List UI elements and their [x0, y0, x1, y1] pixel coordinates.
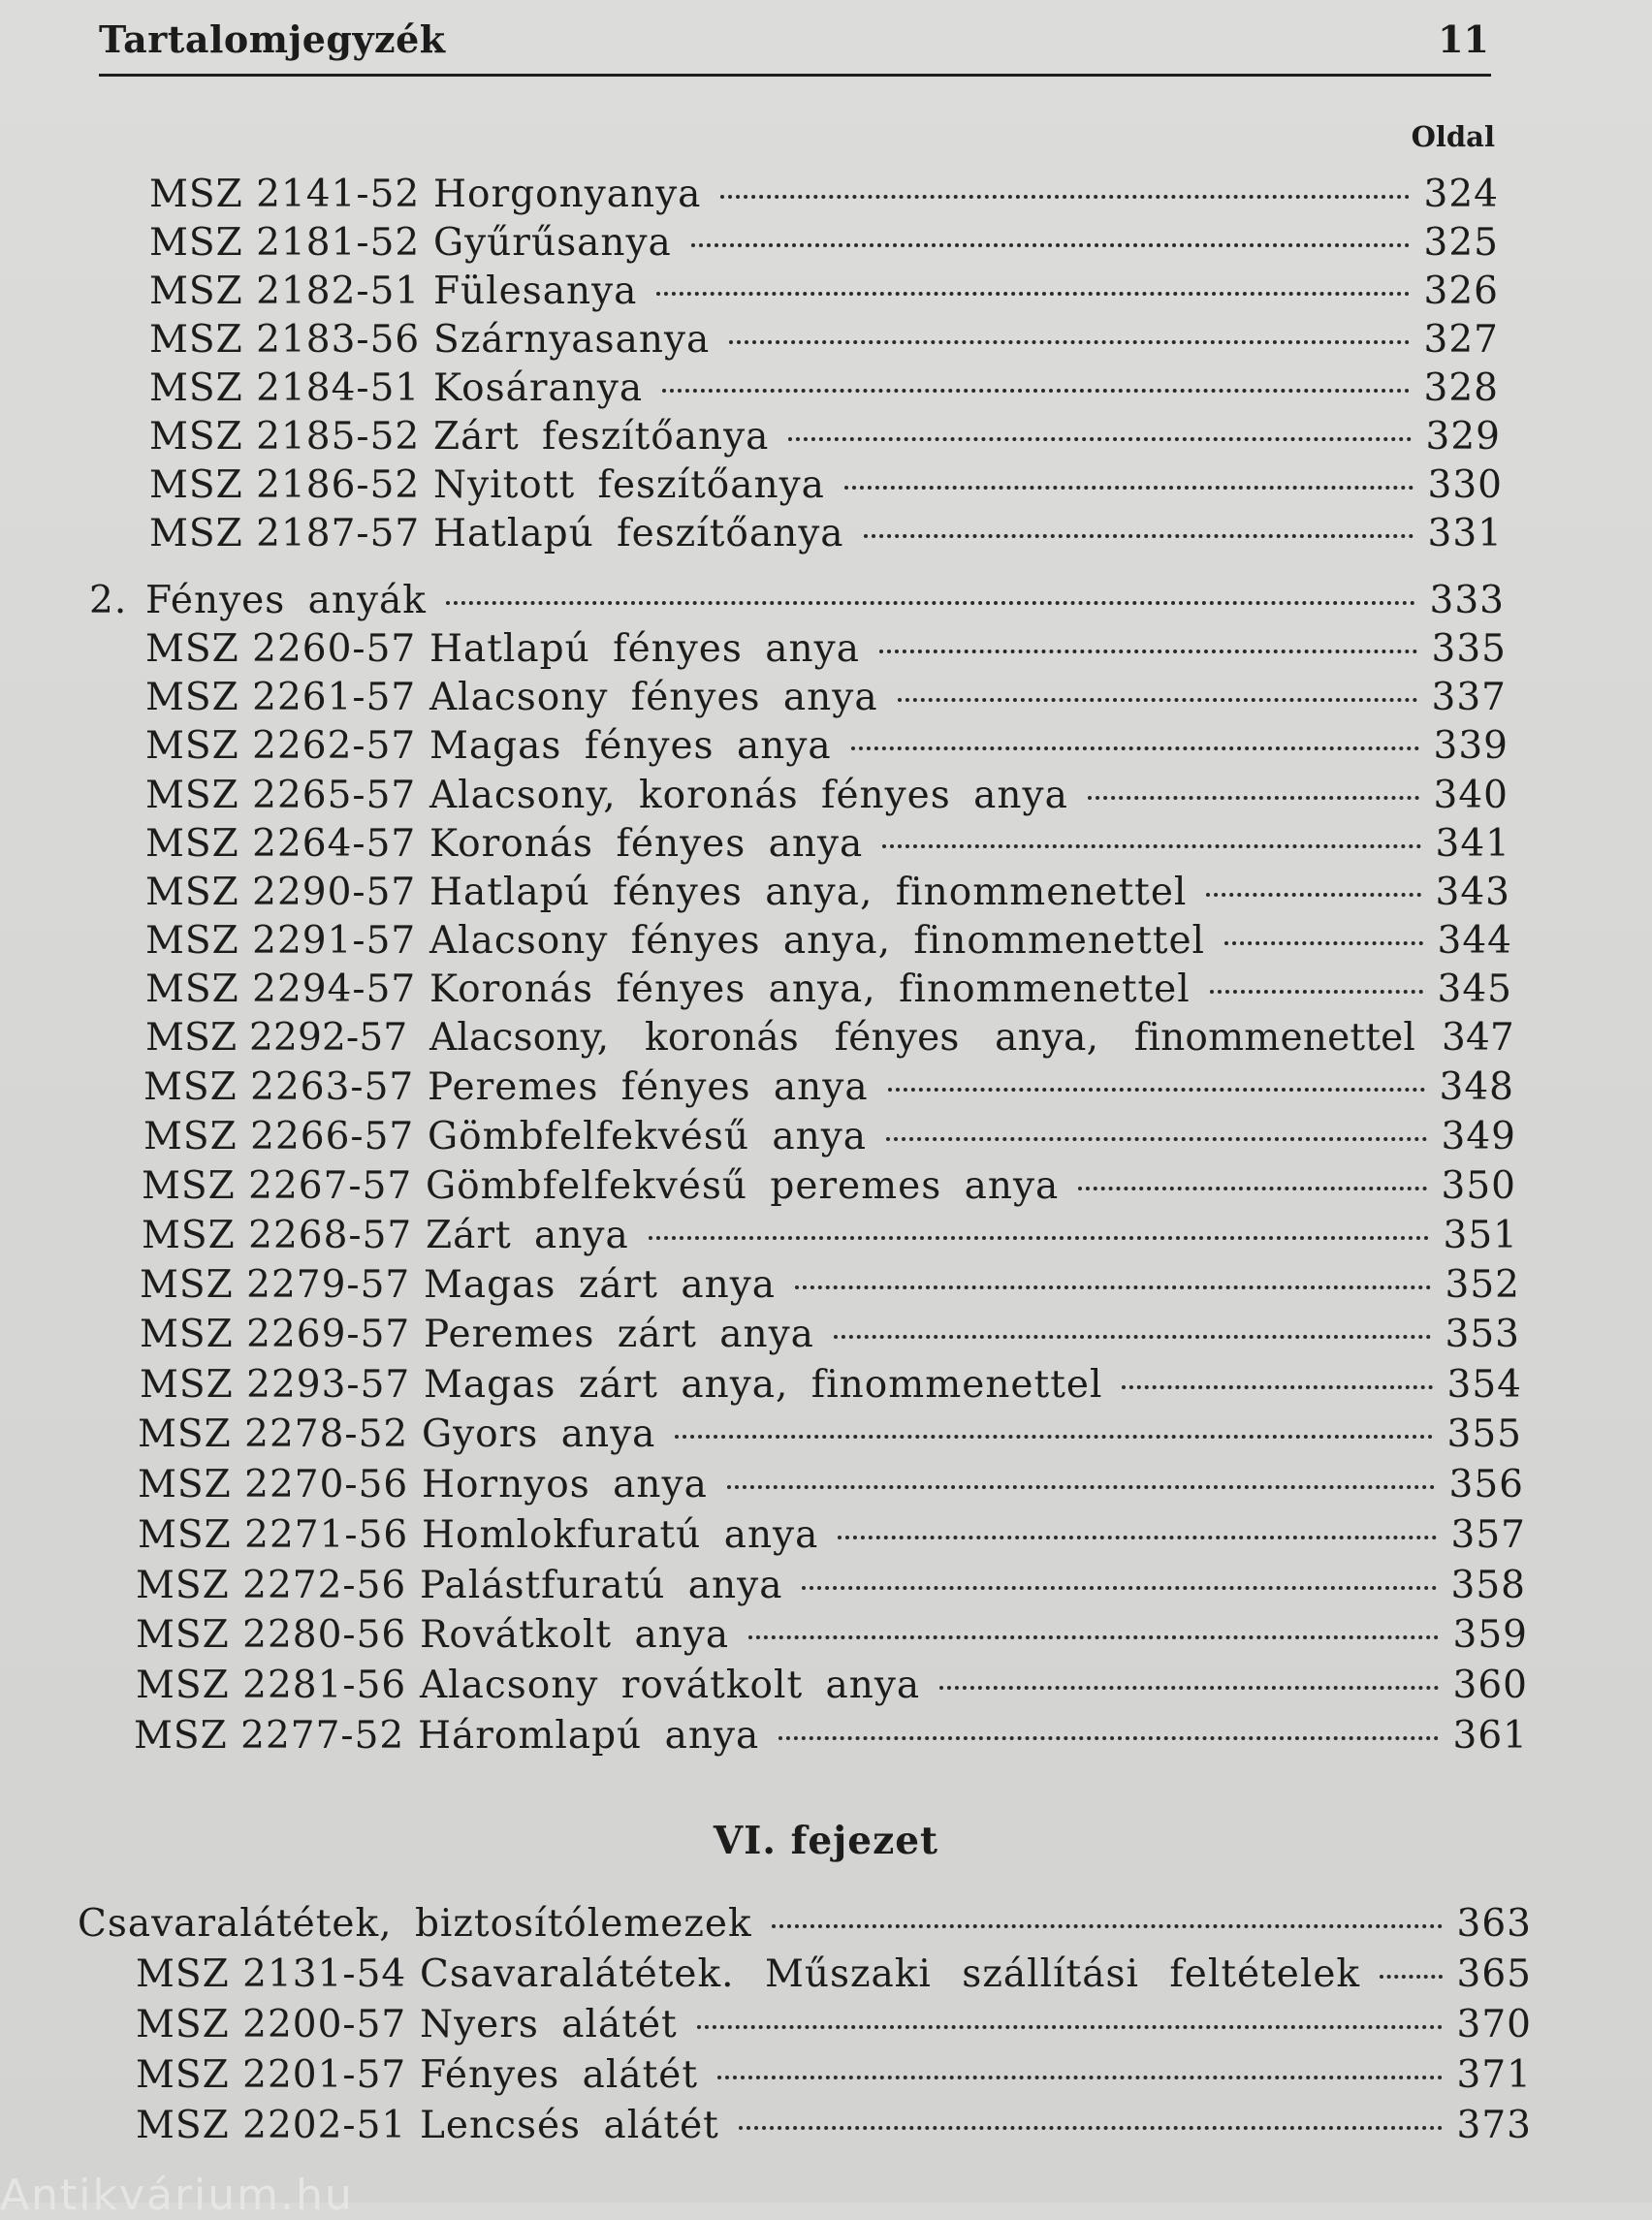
toc-entry — [149, 512, 1503, 555]
entry-title: Gyors anya — [422, 1412, 656, 1456]
dot-leader — [802, 1586, 1437, 1590]
section-number: 2. — [89, 579, 128, 622]
entry-page: 353 — [1445, 1313, 1520, 1356]
standard-code: MSZ 2267-57 — [142, 1164, 413, 1208]
entry-title: Zárt feszítőanya — [433, 415, 770, 459]
entry-title: Gyűrűsanya — [433, 221, 672, 265]
entry-page: 347 — [1441, 1016, 1514, 1060]
standard-code: MSZ 2141-52 — [149, 173, 421, 216]
dot-leader — [739, 2126, 1443, 2130]
section-page: 363 — [1456, 1902, 1532, 1946]
dot-leader — [729, 340, 1410, 344]
entry-page: 352 — [1445, 1263, 1520, 1307]
entry-page: 329 — [1425, 415, 1501, 459]
dot-leader — [882, 844, 1421, 848]
entry-page: 337 — [1431, 676, 1507, 719]
entry-page: 326 — [1423, 270, 1499, 313]
entry-page: 341 — [1435, 822, 1510, 866]
dot-leader — [844, 486, 1414, 490]
entry-page: 358 — [1450, 1564, 1526, 1607]
entry-page: 343 — [1435, 871, 1510, 914]
entry-title: Hatlapú feszítőanya — [433, 512, 844, 555]
entry-page: 330 — [1427, 463, 1503, 507]
dot-leader — [886, 1137, 1427, 1141]
standard-code: MSZ 2270-56 — [138, 1463, 409, 1506]
dot-leader — [727, 1485, 1435, 1489]
entry-title: Lencsés alátét — [420, 2104, 719, 2147]
running-head — [99, 14, 1491, 77]
section-page: 333 — [1429, 579, 1505, 622]
toc-section-heading — [78, 1902, 1532, 1946]
page-column-label: Oldal — [1411, 120, 1495, 153]
entry-title: Magas zárt anya, finommenettel — [424, 1363, 1103, 1407]
standard-code: MSZ 2268-57 — [142, 1214, 413, 1257]
dot-leader — [1380, 1975, 1443, 1979]
toc-entry — [149, 366, 1499, 410]
dot-leader — [834, 1335, 1431, 1339]
entry-title: Magas zárt anya — [424, 1263, 776, 1307]
entry-page: 357 — [1450, 1513, 1526, 1557]
dot-leader — [691, 243, 1410, 247]
standard-code: MSZ 2183-56 — [149, 318, 421, 362]
entry-page: 351 — [1443, 1214, 1518, 1257]
toc-entry — [145, 1016, 1514, 1060]
dot-leader — [1206, 893, 1421, 897]
entry-title: Gömbfelfekvésű anya — [428, 1115, 868, 1158]
standard-code: MSZ 2266-57 — [143, 1115, 415, 1158]
entry-title: Fülesanya — [433, 270, 638, 313]
toc-entry — [138, 1463, 1524, 1506]
dot-leader — [649, 1236, 1429, 1240]
toc-entry — [142, 1214, 1518, 1257]
standard-code: MSZ 2185-52 — [149, 415, 421, 459]
entry-page: 361 — [1452, 1714, 1528, 1758]
standard-code: MSZ 2181-52 — [149, 221, 421, 265]
standard-code: MSZ 2131-54 — [136, 1952, 407, 1996]
standard-code: MSZ 2182-51 — [149, 270, 421, 313]
entry-title: Nyers alátét — [420, 2003, 678, 2046]
running-head-title: Tartalomjegyzék — [99, 17, 446, 61]
standard-code: MSZ 2278-52 — [138, 1412, 409, 1456]
entry-page: 355 — [1446, 1412, 1522, 1456]
entry-page: 354 — [1446, 1363, 1522, 1407]
dot-leader — [748, 1635, 1439, 1639]
watermark: Antikvárium.hu — [0, 2171, 354, 2220]
standard-code: MSZ 2269-57 — [140, 1313, 411, 1356]
toc-entry — [149, 318, 1499, 362]
toc-entry — [145, 822, 1510, 866]
entry-title: Alacsony fényes anya — [429, 676, 878, 719]
entry-page: 356 — [1448, 1463, 1524, 1506]
entry-title: Magas fényes anya — [429, 724, 832, 768]
entry-title: Fényes alátét — [420, 2053, 699, 2097]
standard-code: MSZ 2292-57 — [145, 1016, 408, 1060]
entry-page: 370 — [1456, 2003, 1532, 2046]
toc-entry — [136, 2003, 1532, 2046]
dot-leader — [656, 292, 1410, 296]
toc-entry — [134, 1714, 1528, 1758]
standard-code: MSZ 2290-57 — [145, 871, 417, 914]
toc-entry — [138, 1412, 1522, 1456]
entry-page: 371 — [1456, 2053, 1532, 2097]
toc-entry — [145, 967, 1512, 1011]
toc-entry — [136, 1564, 1526, 1607]
toc-entry — [136, 1613, 1528, 1657]
chapter-heading: VI. fejezet — [713, 1819, 939, 1863]
dot-leader — [1088, 796, 1419, 800]
toc-entry — [149, 415, 1501, 459]
toc-entry — [143, 1065, 1514, 1109]
dot-leader — [864, 534, 1414, 538]
dot-leader — [446, 601, 1415, 605]
entry-page: 344 — [1437, 919, 1512, 963]
entry-title: Alacsony, koronás fényes anya, finommenettel — [429, 1016, 1416, 1060]
standard-code: MSZ 2271-56 — [138, 1513, 409, 1557]
toc-entry — [149, 221, 1499, 265]
entry-title: Peremes fényes anya — [428, 1065, 869, 1109]
entry-title: Alacsony rovátkolt anya — [420, 1664, 921, 1707]
toc-entry — [136, 2053, 1532, 2097]
standard-code: MSZ 2291-57 — [145, 919, 417, 963]
toc-entry — [145, 919, 1512, 963]
toc-entry — [140, 1263, 1520, 1307]
entry-page: 350 — [1441, 1164, 1516, 1208]
entry-title: Palástfuratú anya — [420, 1564, 783, 1607]
standard-code: MSZ 2280-56 — [136, 1613, 407, 1657]
entry-page: 373 — [1456, 2104, 1532, 2147]
dot-leader — [788, 437, 1412, 441]
entry-title: Koronás fényes anya, finommenettel — [429, 967, 1191, 1011]
entry-title: Háromlapú anya — [418, 1714, 760, 1758]
entry-title: Csavaralátétek. Műszaki szállítási feltételek — [420, 1952, 1361, 1996]
toc-section-heading — [89, 579, 1505, 622]
dot-leader — [898, 698, 1417, 702]
standard-code: MSZ 2201-57 — [136, 2053, 407, 2097]
entry-page: 324 — [1423, 173, 1499, 216]
entry-page: 327 — [1423, 318, 1499, 362]
standard-code: MSZ 2262-57 — [145, 724, 417, 768]
standard-code: MSZ 2200-57 — [136, 2003, 407, 2046]
toc-entry — [145, 871, 1510, 914]
standard-code: MSZ 2272-56 — [136, 1564, 407, 1607]
section-title: Csavaralátétek, biztosítólemezek — [78, 1902, 752, 1946]
toc-entry — [145, 724, 1509, 768]
dot-leader — [939, 1686, 1439, 1690]
standard-code: MSZ 2261-57 — [145, 676, 417, 719]
entry-title: Alacsony fényes anya, finommenettel — [429, 919, 1206, 963]
entry-page: 365 — [1456, 1952, 1532, 1996]
toc-entry — [143, 1115, 1516, 1158]
entry-title: Koronás fényes anya — [429, 822, 864, 866]
entry-title: Gömbfelfekvésű peremes anya — [426, 1164, 1060, 1208]
standard-code: MSZ 2265-57 — [145, 774, 417, 817]
entry-title: Horgonyanya — [433, 173, 702, 216]
toc-entry — [140, 1313, 1520, 1356]
dot-leader — [888, 1088, 1425, 1092]
standard-code: MSZ 2186-52 — [149, 463, 421, 507]
toc-entry — [136, 1952, 1532, 1996]
entry-title: Kosáranya — [433, 366, 644, 410]
dot-leader — [778, 1736, 1439, 1740]
entry-title: Alacsony, koronás fényes anya — [429, 774, 1068, 817]
entry-page: 345 — [1437, 967, 1512, 1011]
standard-code: MSZ 2264-57 — [145, 822, 417, 866]
entry-page: 331 — [1427, 512, 1503, 555]
dot-leader — [720, 195, 1410, 199]
entry-title: Nyitott feszítőanya — [433, 463, 825, 507]
standard-code: MSZ 2293-57 — [140, 1363, 411, 1407]
standard-code: MSZ 2277-52 — [134, 1714, 405, 1758]
entry-title: Hatlapú fényes anya, finommenettel — [429, 871, 1188, 914]
toc-entry — [136, 2104, 1532, 2147]
standard-code: MSZ 2279-57 — [140, 1263, 411, 1307]
entry-page: 335 — [1431, 627, 1507, 671]
dot-leader — [838, 1536, 1437, 1539]
dot-leader — [851, 746, 1419, 750]
entry-title: Zárt anya — [426, 1214, 629, 1257]
entry-page: 325 — [1423, 221, 1499, 265]
dot-leader — [1224, 941, 1423, 945]
standard-code: MSZ 2281-56 — [136, 1664, 407, 1707]
toc-entry — [149, 173, 1499, 216]
dot-leader — [1078, 1187, 1427, 1190]
dot-leader — [675, 1435, 1433, 1439]
toc-entry — [149, 463, 1503, 507]
toc-entry — [145, 676, 1507, 719]
standard-code: MSZ 2184-51 — [149, 366, 421, 410]
entry-page: 339 — [1433, 724, 1509, 768]
dot-leader — [1210, 990, 1423, 994]
toc-entry — [145, 774, 1509, 817]
entry-title: Peremes zárt anya — [424, 1313, 814, 1356]
dot-leader — [1122, 1385, 1433, 1389]
entry-page: 328 — [1423, 366, 1499, 410]
section-title: Fényes anyák — [145, 579, 427, 622]
entry-page: 360 — [1452, 1664, 1528, 1707]
toc-entry — [142, 1164, 1516, 1208]
page-number: 11 — [1438, 17, 1489, 61]
dot-leader — [697, 2025, 1443, 2029]
toc-entry — [145, 627, 1507, 671]
dot-leader — [662, 389, 1410, 393]
entry-title: Hatlapú fényes anya — [429, 627, 860, 671]
standard-code: MSZ 2260-57 — [145, 627, 417, 671]
toc-entry — [138, 1513, 1526, 1557]
dot-leader — [879, 650, 1417, 653]
entry-title: Hornyos anya — [422, 1463, 708, 1506]
toc-entry — [140, 1363, 1522, 1407]
toc-entry — [149, 270, 1499, 313]
dot-leader — [795, 1285, 1431, 1289]
entry-page: 349 — [1441, 1115, 1516, 1158]
entry-title: Homlokfuratú anya — [422, 1513, 819, 1557]
entry-page: 348 — [1439, 1065, 1514, 1109]
dot-leader — [717, 2076, 1443, 2079]
entry-page: 359 — [1452, 1613, 1528, 1657]
entry-title: Rovátkolt anya — [420, 1613, 730, 1657]
entry-title: Szárnyasanya — [433, 318, 711, 362]
toc-entry — [136, 1664, 1528, 1707]
dot-leader — [772, 1924, 1443, 1928]
entry-page: 340 — [1433, 774, 1509, 817]
standard-code: MSZ 2187-57 — [149, 512, 421, 555]
standard-code: MSZ 2263-57 — [143, 1065, 415, 1109]
standard-code: MSZ 2202-51 — [136, 2104, 407, 2147]
standard-code: MSZ 2294-57 — [145, 967, 417, 1011]
